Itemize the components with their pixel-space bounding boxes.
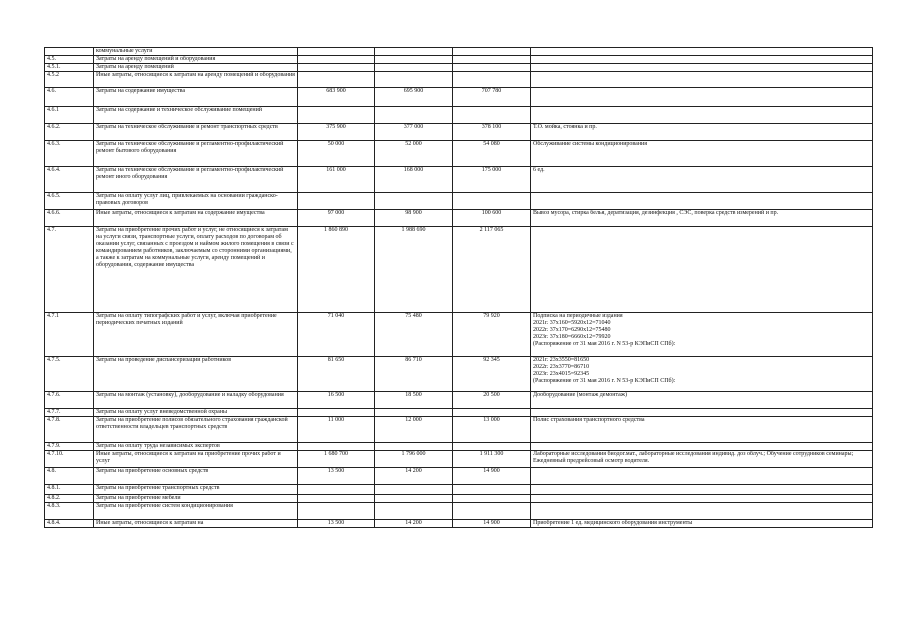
- value-2021-cell: 161 000: [298, 167, 375, 193]
- value-2023-cell: 79 920: [453, 313, 531, 357]
- value-2021-cell: [298, 193, 375, 210]
- row-number-cell: 4.6.4.: [45, 167, 94, 193]
- value-2022-cell: 1 796 000: [375, 451, 453, 468]
- value-2023-cell: 2 117 065: [453, 227, 531, 313]
- note-cell: [531, 167, 873, 193]
- value-2021-cell: [298, 107, 375, 124]
- row-name-cell: Затраты на оплату услуг вневедомственной охраны: [94, 409, 298, 417]
- row-name-cell: Затраты на техническое обслуживание и регламентно-профилактический ремонт иного оборудования: [94, 167, 298, 193]
- value-2023-cell: [453, 193, 531, 210]
- row-number-cell: 4.7.7.: [45, 409, 94, 417]
- note-cell: [531, 210, 873, 227]
- value-2021-cell: 13 500: [298, 520, 375, 528]
- value-2021-cell: [298, 495, 375, 503]
- value-2022-cell: [375, 56, 453, 64]
- row-name-cell: Затраты на оплату услуг лиц, привлекаемых на основании гражданско-правовых договоров: [94, 193, 298, 210]
- row-number-cell: 4.6.5.: [45, 193, 94, 210]
- note-line: Т.О. мойка, стоянка и пр.: [533, 124, 597, 130]
- row-number-cell: 4.5.: [45, 56, 94, 64]
- value-2021-cell: [298, 443, 375, 451]
- row-number-cell: 4.6.6.: [45, 210, 94, 227]
- value-2022-cell: 98 900: [375, 210, 453, 227]
- value-2022-cell: [375, 107, 453, 124]
- value-2023-cell: [453, 443, 531, 451]
- value-2021-cell: 81 650: [298, 357, 375, 392]
- row-name-cell: Затраты на содержание и техническое обслуживание помещений: [94, 107, 298, 124]
- note-cell: [531, 417, 873, 443]
- row-name-cell: Иные затраты, относящиеся к затратам на: [94, 520, 298, 528]
- value-2023-cell: 378 100: [453, 124, 531, 141]
- row-name-cell: Затраты на аренду помещений: [94, 64, 298, 72]
- table-row: [45, 357, 873, 392]
- row-number-cell: 4.7.: [45, 227, 94, 313]
- table-row: [45, 451, 873, 468]
- note-line: (Распоряжение от 31 мая 2016 г. N 53-р КЭПиСП СПб):: [533, 341, 676, 347]
- row-name-cell: Затраты на приобретение прочих работ и услуг, не относящиеся к затратам на услуги связи, транспортные услуги, оплату расходов по договорам об оказании услуг, связанных с проездом и наймом жилого помещения в связи с командированием работников, заключаемым со сторонними организациями, а также к затратам на коммунальные услуги, аренду помещений и оборудования, содержание имущества: [94, 227, 298, 313]
- table-row: [45, 193, 873, 210]
- table-row: [45, 141, 873, 167]
- row-name-cell: Затраты на техническое обслуживание и регламентно-профилактический ремонт бытового оборудования: [94, 141, 298, 167]
- row-name-cell: Затраты на аренду помещений и оборудования: [94, 56, 298, 64]
- row-number-cell: 4.8.3.: [45, 503, 94, 520]
- note-cell: [531, 485, 873, 495]
- note-cell: [531, 468, 873, 485]
- value-2022-cell: [375, 495, 453, 503]
- value-2022-cell: [375, 193, 453, 210]
- value-2021-cell: 16 500: [298, 392, 375, 409]
- row-name-cell: Затраты на оплату труда независимых экспертов: [94, 443, 298, 451]
- value-2022-cell: [375, 48, 453, 56]
- note-line: Вывоз мусора, стирка белья, дератизация, дезинфекция , СЭС, поверка средств измерений и пр.: [533, 210, 779, 216]
- value-2023-cell: 100 600: [453, 210, 531, 227]
- value-2023-cell: [453, 503, 531, 520]
- row-name-cell: Затраты на приобретение систем кондиционирования: [94, 503, 298, 520]
- value-2023-cell: 54 080: [453, 141, 531, 167]
- row-name-cell: Затраты на приобретение транспортных средств: [94, 485, 298, 495]
- table-row: [45, 167, 873, 193]
- value-2021-cell: 683 900: [298, 88, 375, 107]
- value-2022-cell: [375, 409, 453, 417]
- value-2021-cell: 97 000: [298, 210, 375, 227]
- table-row: [45, 468, 873, 485]
- value-2021-cell: 1 680 700: [298, 451, 375, 468]
- table-row: [45, 210, 873, 227]
- row-name-cell: Затраты на приобретение основных средств: [94, 468, 298, 485]
- table-row: [45, 88, 873, 107]
- value-2023-cell: 92 345: [453, 357, 531, 392]
- value-2021-cell: 13 500: [298, 468, 375, 485]
- cost-table: [44, 47, 873, 528]
- value-2022-cell: 18 500: [375, 392, 453, 409]
- note-cell: [531, 193, 873, 210]
- note-line: Обслуживание системы кондиционирования: [533, 141, 647, 147]
- row-name-cell: Затраты на проведение диспансеризации работников: [94, 357, 298, 392]
- row-name-cell: Иные затраты, относящиеся к затратам на аренду помещений и оборудования: [94, 72, 298, 88]
- value-2021-cell: 375 900: [298, 124, 375, 141]
- note-cell: [531, 64, 873, 72]
- value-2021-cell: [298, 503, 375, 520]
- table-row: [45, 313, 873, 357]
- value-2023-cell: [453, 64, 531, 72]
- row-number-cell: 4.6.1: [45, 107, 94, 124]
- value-2022-cell: [375, 443, 453, 451]
- value-2022-cell: 86 710: [375, 357, 453, 392]
- row-number-cell: 4.7.5.: [45, 357, 94, 392]
- value-2022-cell: 75 480: [375, 313, 453, 357]
- row-number-cell: 4.7.8.: [45, 417, 94, 443]
- value-2023-cell: 20 500: [453, 392, 531, 409]
- row-name-cell: Затраты на приобретение полисов обязательного страхования гражданской ответственности владельцев транспортных средств: [94, 417, 298, 443]
- value-2021-cell: 71 040: [298, 313, 375, 357]
- value-2022-cell: 12 000: [375, 417, 453, 443]
- note-line: 6 ед.: [533, 167, 545, 173]
- note-cell: [531, 141, 873, 167]
- row-number-cell: 4.8.4.: [45, 520, 94, 528]
- value-2022-cell: 14 200: [375, 468, 453, 485]
- note-cell: [531, 48, 873, 56]
- table-row: [45, 520, 873, 528]
- value-2022-cell: [375, 485, 453, 495]
- row-name-cell: Затраты на содержание имущества: [94, 88, 298, 107]
- value-2022-cell: 14 200: [375, 520, 453, 528]
- note-cell: [531, 357, 873, 392]
- value-2021-cell: [298, 72, 375, 88]
- note-cell: [531, 88, 873, 107]
- value-2021-cell: [298, 409, 375, 417]
- row-name-cell: Затраты на монтаж (установку), дооборудование и наладку оборудования: [94, 392, 298, 409]
- value-2023-cell: [453, 485, 531, 495]
- note-line: 2021г. 23х3550=81650: [533, 357, 590, 363]
- note-line: 2023г. 23х4015=92345: [533, 371, 590, 377]
- row-number-cell: 4.6.2.: [45, 124, 94, 141]
- value-2023-cell: 14 900: [453, 468, 531, 485]
- note-cell: [531, 124, 873, 141]
- row-name-cell: коммунальные услуги: [94, 48, 298, 56]
- note-cell: [531, 313, 873, 357]
- value-2021-cell: [298, 56, 375, 64]
- value-2022-cell: 168 000: [375, 167, 453, 193]
- table-row: [45, 124, 873, 141]
- row-number-cell: 4.5.1.: [45, 64, 94, 72]
- value-2023-cell: 14 900: [453, 520, 531, 528]
- row-number-cell: 4.8.1.: [45, 485, 94, 495]
- value-2023-cell: [453, 72, 531, 88]
- table-row: [45, 495, 873, 503]
- table-row: [45, 48, 873, 56]
- note-line: (Распоряжение от 31 мая 2016 г. N 53-р КЭПиСП СПб):: [533, 378, 676, 384]
- row-name-cell: Иные затраты, относящиеся к затратам на содержание имущества: [94, 210, 298, 227]
- row-number-cell: 4.5.2: [45, 72, 94, 88]
- note-line: 2021г. 37х160=5920х12=71040: [533, 320, 611, 326]
- value-2023-cell: [453, 409, 531, 417]
- value-2022-cell: 1 988 690: [375, 227, 453, 313]
- value-2022-cell: 695 900: [375, 88, 453, 107]
- note-line: Приобретение 1 ед. медицинского оборудования инструменты: [533, 520, 693, 526]
- note-cell: [531, 392, 873, 409]
- value-2022-cell: 377 000: [375, 124, 453, 141]
- row-name-cell: Иные затраты, относящиеся к затратам на приобретение прочих работ и услуг: [94, 451, 298, 468]
- row-number-cell: 4.6.: [45, 88, 94, 107]
- note-line: 2022г. 37х170=6290х12=75480: [533, 327, 611, 333]
- note-line: Лабораторные исследования биодог.мат., лабораторные исследования индивид. доз облуч.; Обучение сотрудников семинары; Ежедневный предрейсовый осмотр водителя.: [533, 451, 854, 464]
- note-cell: [531, 451, 873, 468]
- table-row: [45, 56, 873, 64]
- value-2023-cell: [453, 48, 531, 56]
- value-2022-cell: [375, 72, 453, 88]
- row-number-cell: [45, 48, 94, 56]
- note-line: Подписка на периодичные издания: [533, 313, 623, 319]
- value-2022-cell: 52 000: [375, 141, 453, 167]
- note-cell: [531, 520, 873, 528]
- value-2022-cell: [375, 64, 453, 72]
- row-number-cell: 4.8.2.: [45, 495, 94, 503]
- row-name-cell: Затраты на оплату типографских работ и услуг, включая приобретение периодических печатных изданий: [94, 313, 298, 357]
- table-row: [45, 227, 873, 313]
- value-2023-cell: 175 000: [453, 167, 531, 193]
- note-cell: [531, 107, 873, 124]
- table-row: [45, 409, 873, 417]
- value-2023-cell: [453, 495, 531, 503]
- cost-table-page: [44, 47, 868, 528]
- value-2021-cell: [298, 485, 375, 495]
- row-number-cell: 4.7.1: [45, 313, 94, 357]
- table-row: [45, 107, 873, 124]
- note-cell: [531, 56, 873, 64]
- row-name-cell: Затраты на приобретение мебели: [94, 495, 298, 503]
- note-line: Дооборудование (монтаж демонтаж): [533, 392, 627, 398]
- note-cell: [531, 409, 873, 417]
- row-name-cell: Затраты на техническое обслуживание и ремонт транспортных средств: [94, 124, 298, 141]
- note-line: Полис страхования транспортного средства: [533, 417, 645, 423]
- note-cell: [531, 503, 873, 520]
- row-number-cell: 4.7.10.: [45, 451, 94, 468]
- value-2021-cell: 1 860 890: [298, 227, 375, 313]
- table-row: [45, 392, 873, 409]
- value-2022-cell: [375, 503, 453, 520]
- note-line: 2023г. 37х180=6660х12=79920: [533, 334, 611, 340]
- note-cell: [531, 443, 873, 451]
- value-2023-cell: [453, 56, 531, 64]
- value-2021-cell: [298, 48, 375, 56]
- value-2023-cell: 707 780: [453, 88, 531, 107]
- note-cell: [531, 495, 873, 503]
- note-cell: [531, 72, 873, 88]
- value-2023-cell: [453, 107, 531, 124]
- value-2023-cell: 1 911 300: [453, 451, 531, 468]
- note-cell: [531, 227, 873, 313]
- row-number-cell: 4.8.: [45, 468, 94, 485]
- row-number-cell: 4.7.6.: [45, 392, 94, 409]
- table-row: [45, 503, 873, 520]
- row-number-cell: 4.7.9.: [45, 443, 94, 451]
- table-row: [45, 485, 873, 495]
- table-row: [45, 72, 873, 88]
- value-2021-cell: 50 000: [298, 141, 375, 167]
- table-row: [45, 417, 873, 443]
- value-2021-cell: [298, 64, 375, 72]
- table-row: [45, 443, 873, 451]
- note-line: 2022г. 23х3770=86710: [533, 364, 590, 370]
- value-2021-cell: 11 000: [298, 417, 375, 443]
- table-row: [45, 64, 873, 72]
- value-2023-cell: 13 000: [453, 417, 531, 443]
- cost-table-body: [45, 48, 873, 528]
- row-number-cell: 4.6.3.: [45, 141, 94, 167]
